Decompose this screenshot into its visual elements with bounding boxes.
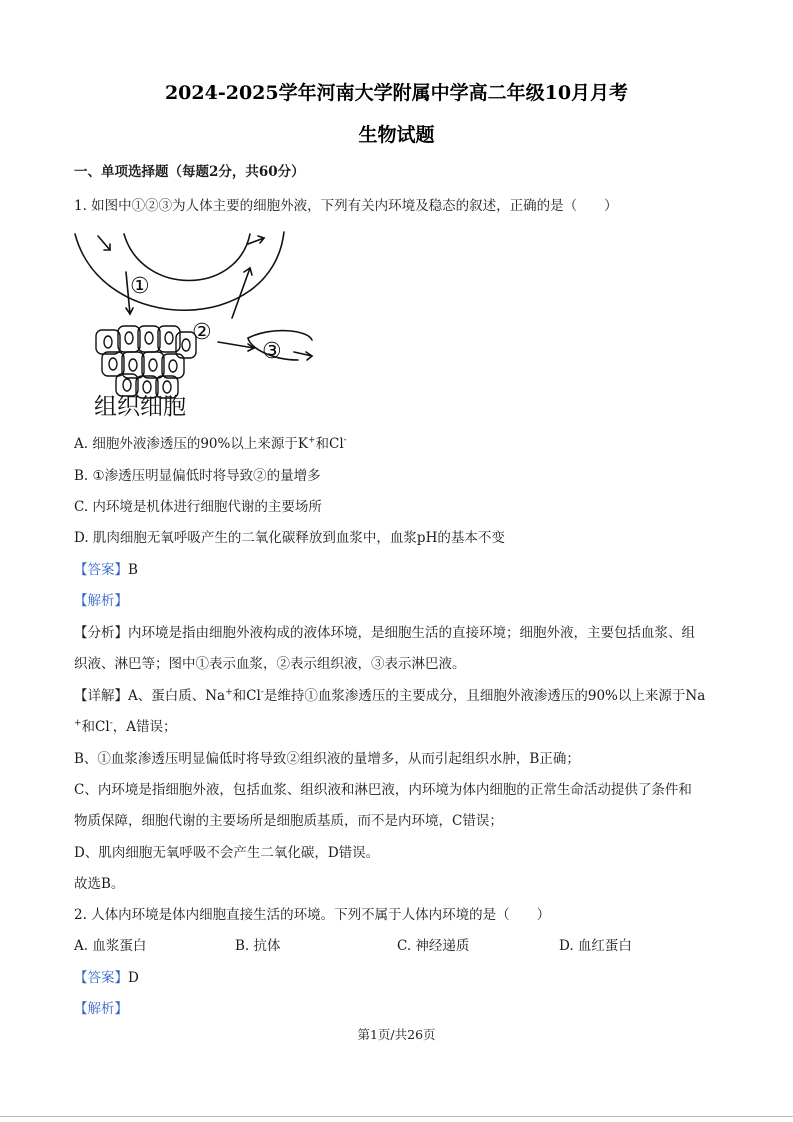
q1-analysis-tag: 【解析】: [74, 593, 128, 609]
capillary-outer-wall: [75, 232, 284, 310]
answer-tag: 【答案】: [74, 970, 128, 986]
q1-detail-b: B、①血浆渗透压明显偏低时将导致②组织液的量增多，从而引起组织水肿，B正确；: [74, 751, 580, 767]
q2-option-d: D. 血红蛋白: [559, 938, 632, 954]
label-tissue-fluid: ②: [192, 320, 212, 345]
question-1-stem: 1. 如图中①②③为人体主要的细胞外液，下列有关内环境及稳态的叙述，正确的是（ ）: [74, 198, 618, 214]
q1-detail-c-line-2: 物质保障，细胞代谢的主要场所是细胞质基质，而不是内环境，C错误；: [74, 813, 503, 829]
q1-fenxi-line-1: 【分析】内环境是指由细胞外液构成的液体环境，是细胞生活的直接环境；细胞外液，主要包括血浆、组: [74, 625, 695, 641]
q1-detail-line-1: 【详解】A、蛋白质、Na+和Cl-是维持①血浆渗透压的主要成分，且细胞外液渗透压的90%以上来源于Na: [74, 687, 706, 704]
label-lymph: ③: [262, 339, 282, 364]
q2-option-c: C. 神经递质: [397, 938, 470, 954]
q2-option-b: B. 抗体: [235, 938, 281, 954]
q1-option-c: C. 内环境是机体进行细胞代谢的主要场所: [74, 499, 322, 515]
document-title: 2024-2025学年河南大学附属中学高二年级10月月考: [164, 82, 629, 104]
q1-detail-d: D、肌肉细胞无氧呼吸不会产生二氧化碳，D错误。: [74, 845, 380, 861]
page-footer: 第1页/共26页: [357, 1027, 436, 1042]
section-heading: 一、单项选择题（每题2分，共60分）: [74, 164, 305, 180]
question-2-stem: 2. 人体内环境是体内细胞直接生活的环境。下列不属于人体内环境的是（ ）: [74, 907, 551, 923]
q1-detail-c-line-1: C、内环境是指细胞外液，包括血浆、组织液和淋巴液，内环境为体内细胞的正常生命活动提供了条件和: [74, 782, 692, 798]
document-subtitle: 生物试题: [358, 124, 435, 146]
q1-fenxi-line-2: 织液、淋巴等；图中①表示血浆，②表示组织液，③表示淋巴液。: [74, 656, 466, 672]
bottom-divider: [0, 1116, 793, 1117]
q2-answer: 【答案】D: [74, 970, 139, 986]
figure-caption: 组织细胞: [94, 394, 186, 420]
answer-tag: 【答案】: [74, 562, 128, 578]
q2-analysis-tag: 【解析】: [74, 1001, 128, 1017]
label-plasma: ①: [130, 274, 150, 299]
tissue-cells: [96, 326, 196, 398]
q1-answer: 【答案】B: [74, 562, 138, 578]
q2-option-a: A. 血浆蛋白: [74, 938, 147, 954]
q1-option-d: D. 肌肉细胞无氧呼吸产生的二氧化碳释放到血浆中，血浆pH的基本不变: [74, 530, 505, 546]
q1-option-b: B. ①渗透压明显偏低时将导致②的量增多: [74, 468, 321, 484]
q1-option-a: A. 细胞外液渗透压的90%以上来源于K+和Cl-: [74, 435, 347, 452]
q1-detail-line-2: +和Cl-，A错误；: [74, 718, 177, 735]
q1-conclusion: 故选B。: [74, 876, 125, 892]
body-fluid-diagram: [72, 226, 320, 422]
